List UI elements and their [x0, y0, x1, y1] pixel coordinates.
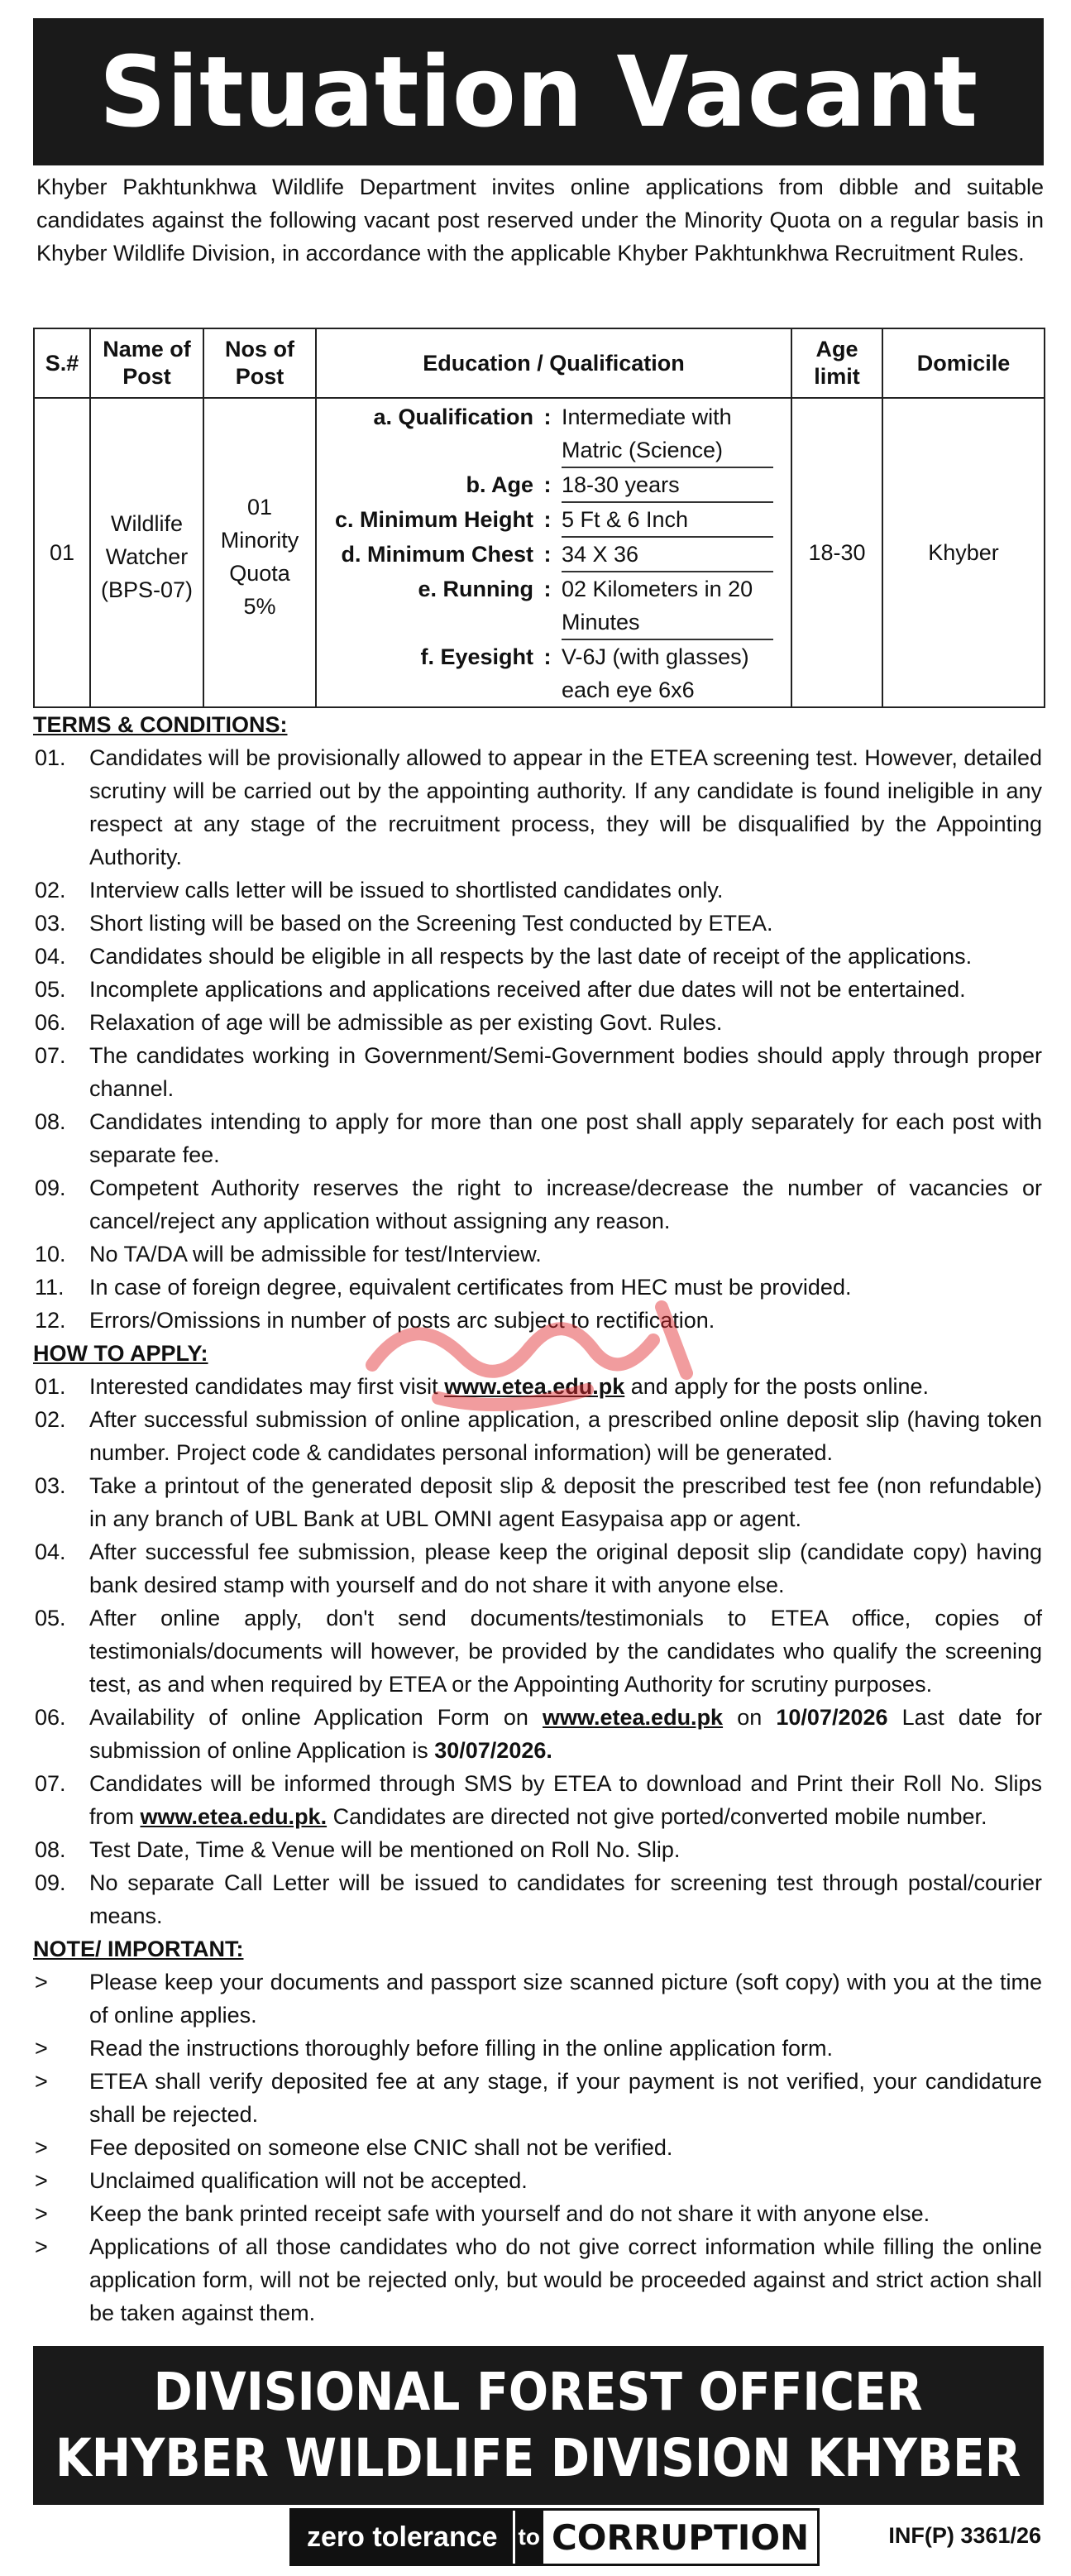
list-item: 06. Availability of online Application Form on www.etea.edu.pk on 10/07/2026 Last date for submission of online Application is 30/07/2026. — [35, 1705, 1042, 1763]
list-item: 02. After successful submission of online application, a prescribed online deposit slip (having token number. Project code & candidates personal information) will be generated. — [35, 1407, 1042, 1465]
list-item: 02. Interview calls letter will be issued to shortlisted candidates only. — [35, 878, 724, 903]
intro-paragraph: Khyber Pakhtunkhwa Wildlife Department invites online applications from dibble and suitable candidates against the following vacant post reserved under the Minority Quota on a regular basis in Khyber Wildlife Division, in accordance with the applicable Khyber Pakhtunkhwa Recruitment Rules. — [36, 175, 1044, 266]
list-item: 07. The candidates working in Government/Semi-Government bodies should apply through proper channel. — [35, 1043, 1042, 1101]
signatory-division: KHYBER WILDLIFE DIVISION KHYBER — [55, 2428, 1021, 2488]
list-item: 05. After online apply, don't send documents/testimonials to ETEA office, copies of testimonials/documents will however, be provided by the candidates who qualify the screening test, as and when required by ETEA or the Appointing Authority for scrutiny purposes. — [35, 1606, 1042, 1697]
age-row: b. Age : 18-30 years — [322, 468, 786, 503]
eyesight-row: f. Eyesight : V-6J (with glasses) each eye 6x6 — [420, 644, 749, 702]
height-row: c. Minimum Height : 5 Ft & 6 Inch — [322, 503, 786, 538]
inf-code: INF(P) 3361/26 — [888, 2523, 1041, 2548]
running-row: e. Running : 02 Kilometers in 20 Minutes — [322, 572, 786, 640]
table-row — [34, 398, 1045, 707]
how-to-apply-list — [33, 1370, 1044, 1932]
header-education: Education / Qualification — [316, 328, 791, 398]
list-item: > Read the instructions thoroughly before filling in the online application form. — [35, 2036, 834, 2061]
cell-age-limit: 18-30 — [791, 398, 882, 707]
etea-link[interactable]: www.etea.edu.pk — [543, 1705, 724, 1730]
header-banner — [33, 18, 1044, 165]
start-date: 10/07/2026 — [776, 1705, 888, 1730]
zero-tolerance-badge: zero tolerance to CORRUPTION — [289, 2508, 820, 2566]
cell-domicile: Khyber — [882, 398, 1045, 707]
list-item: > Please keep your documents and passport size scanned picture (soft copy) with you at the time of online applies. — [35, 1970, 1042, 2028]
header-nos-of-post: Nos of Post — [203, 328, 316, 398]
list-item: 09. Competent Authority reserves the right to increase/decrease the number of vacancies or cancel/reject any application without assigning any reason. — [35, 1175, 1042, 1233]
chest-row: d. Minimum Chest : 34 X 36 — [322, 538, 786, 572]
header-age-limit: Age limit — [791, 328, 882, 398]
list-item: 05. Incomplete applications and applications received after due dates will not be entertained. — [35, 977, 966, 1002]
notes-list — [33, 1966, 1044, 2329]
vacancy-table — [33, 328, 1045, 708]
table-header-row — [34, 328, 1045, 398]
etea-link[interactable]: www.etea.edu.pk. — [140, 1804, 328, 1829]
cell-nos-of-post: 01 Minority Quota 5% — [203, 398, 316, 707]
list-item: 03. Take a printout of the generated deposit slip & deposit the prescribed test fee (non refundable) in any branch of UBL Bank at UBL OMNI agent Easypaisa app or agent. — [35, 1473, 1042, 1531]
list-item: 12. Errors/Omissions in number of posts arc subject to rectification. — [35, 1308, 715, 1333]
list-item: 10. No TA/DA will be admissible for test/Interview. — [35, 1242, 542, 1266]
list-item: > Fee deposited on someone else CNIC shall not be verified. — [35, 2135, 673, 2160]
footer-banner — [33, 2346, 1044, 2505]
header-domicile: Domicile — [882, 328, 1045, 398]
how-to-apply-section — [33, 1337, 1044, 1932]
list-item: 06. Relaxation of age will be admissible as per existing Govt. Rules. — [35, 1010, 723, 1035]
list-item: 01. Interested candidates may first visit www.etea.edu.pk and apply for the posts online. — [35, 1374, 929, 1399]
list-item: 08. Candidates intending to apply for more than one post shall apply separately for each post with separate fee. — [35, 1109, 1042, 1167]
etea-link[interactable]: www.etea.edu.pk — [444, 1374, 625, 1399]
terms-title: TERMS & CONDITIONS: — [33, 712, 288, 737]
page-title: Situation Vacant — [98, 35, 978, 149]
notes-title: NOTE/ IMPORTANT: — [33, 1937, 244, 1961]
list-item: 07. Candidates will be informed through SMS by ETEA to download and Print their Roll No. Slips from www.etea.edu.pk. Candidates are directed not give ported/converted mobile number. — [35, 1771, 1042, 1829]
cell-education — [316, 398, 791, 707]
last-date: 30/07/2026. — [434, 1738, 552, 1763]
signatory-title: DIVISIONAL FOREST OFFICER — [154, 2362, 923, 2422]
header-sn: S.# — [34, 328, 90, 398]
cell-sn: 01 — [34, 398, 90, 707]
list-item: > ETEA shall verify deposited fee at any stage, if your payment is not verified, your candidature shall be rejected. — [35, 2069, 1042, 2127]
list-item: 01. Candidates will be provisionally allowed to appear in the ETEA screening test. However, detailed scrutiny will be carried out by the appointing authority. If any candidate is found ineligible in any respect at any stage of the recruitment process, they will be disqualified by the Appointing Authority. — [35, 745, 1042, 869]
list-item: > Unclaimed qualification will not be accepted. — [35, 2168, 528, 2193]
qualification-row: a. Qualification : Intermediate with Matric (Science) — [322, 400, 786, 468]
list-item: 04. After successful fee submission, please keep the original deposit slip (candidate copy) having bank desired stamp with yourself and do not share it with anyone else. — [35, 1539, 1042, 1597]
list-item: > Applications of all those candidates who do not give correct information while filling the online application form, will not be rejected only, but would be proceeded against and strict action shall be taken against them. — [35, 2234, 1042, 2325]
terms-section — [33, 708, 1044, 1337]
cell-post-name: Wildlife Watcher (BPS-07) — [90, 398, 203, 707]
list-item: > Keep the bank printed receipt safe with yourself and do not share it with anyone else. — [35, 2201, 930, 2226]
list-item: 04. Candidates should be eligible in all respects by the last date of receipt of the applications. — [35, 944, 973, 969]
list-item: 08. Test Date, Time & Venue will be mentioned on Roll No. Slip. — [35, 1837, 681, 1862]
list-item: 03. Short listing will be based on the Screening Test conducted by ETEA. — [35, 911, 773, 936]
how-to-apply-title: HOW TO APPLY: — [33, 1341, 208, 1366]
terms-list — [33, 741, 1044, 1337]
header-name-of-post: Name of Post — [90, 328, 203, 398]
list-item: 09. No separate Call Letter will be issued to candidates for screening test through postal/courier means. — [35, 1870, 1042, 1928]
notes-section — [33, 1932, 1044, 2329]
list-item: 11. In case of foreign degree, equivalent certificates from HEC must be provided. — [35, 1275, 852, 1300]
